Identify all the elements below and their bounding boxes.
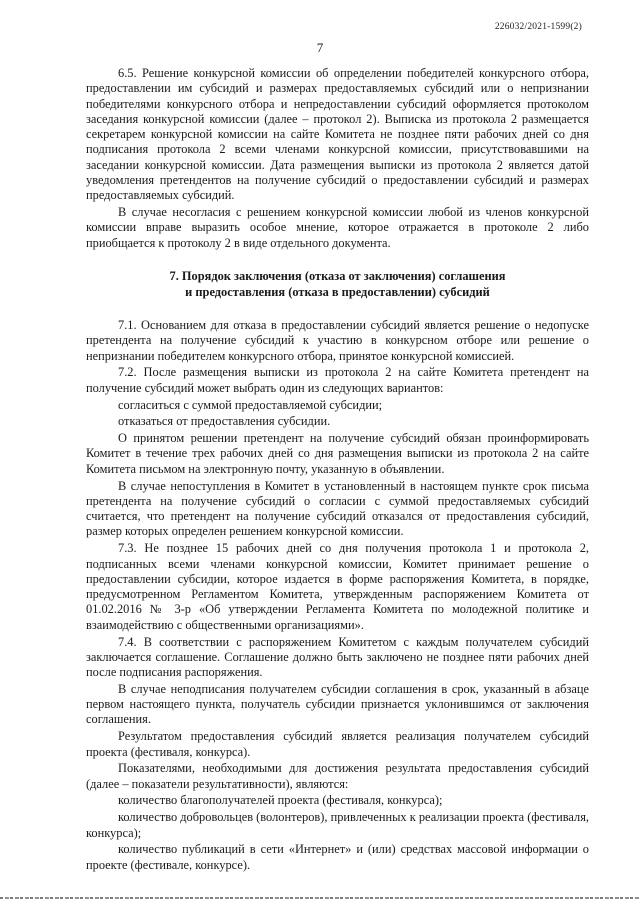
scan-bottom-edge <box>0 897 640 899</box>
indicator-publications: количество публикаций в сети «Интернет» и (или) средствах массовой информации о проекте (фестивале, конкурсе). <box>86 842 589 872</box>
paragraph-result: Результатом предоставления субсидий является реализация получателем субсидий проекта (фестиваля, конкурса). <box>86 729 589 759</box>
paragraph-7-1: 7.1. Основанием для отказа в предоставлении субсидий является решение о недопуске претендента на получение субсидий к участию в конкурсном отборе или решение о непризнании победителем конкурсного отбора, принятое конкурсной комиссией. <box>86 318 589 363</box>
section-7-heading-line2: и предоставления (отказа в предоставлении) субсидий <box>185 284 490 299</box>
paragraph-7-3: 7.3. Не позднее 15 рабочих дней со дня получения протокола 1 и протокола 2, подписанных всеми членами конкурсной комиссии, Комитет принимает решение о предоставлении субсидии, которое издается в форме распоряжения Комитета, в порядке, предусмотренном Регламентом Комитета, утвержденным распоряжением Комитета от 01.02.2016 № 3-р «Об утверждении Регламента Комитета по молодежной политике и взаимодействию с общественными организациями». <box>86 541 589 632</box>
paragraph-indicators: Показателями, необходимыми для достижения результата предоставления субсидий (далее – показатели результативности), являются: <box>86 761 589 791</box>
paragraph-7-2: 7.2. После размещения выписки из протокола 2 на сайте Комитета претендент на получение субсидий может выбрать один из следующих вариантов: <box>86 365 589 395</box>
paragraph-6-5: 6.5. Решение конкурсной комиссии об определении победителей конкурсного отбора, предоставлении им субсидий и размерах предоставляемых субсидий или о непризнании победителями конкурсного отбора и непредоставлении субсидий оформляется протоколом заседания конкурсной комиссии (далее – протокол 2). Выписка из протокола 2 размещается секретарем конкурсной комиссии на сайте Комитета не позднее пяти рабочих дней со дня подписания протокола 2 всеми членами конкурсной комиссии, присутствовавшими на заседании конкурсной комиссии. Дата размещения выписки из протокола 2 является датой уведомления претендентов на получение субсидий о предоставлении субсидий и размерах предоставляемых субсидий. <box>86 66 589 203</box>
paragraph-7-4: 7.4. В соответствии с распоряжением Комитетом с каждым получателем субсидий заключается соглашение. Соглашение должно быть заключено не позднее пяти рабочих дней после подписания распоряжения. <box>86 634 589 680</box>
section-7-heading <box>86 269 589 300</box>
paragraph-no-letter: В случае непоступления в Комитет в установленный в настоящем пункте срок письма претендента на получение субсидий о согласии с суммой предоставляемых субсидий считается, что претендент на получение субсидий отказался от предоставления субсидий, размер которых определен решением конкурсной комиссии. <box>86 478 589 539</box>
option-refuse: отказаться от предоставления субсидии. <box>118 414 331 429</box>
document-registration-number: 226032/2021-1599(2) <box>494 22 582 32</box>
section-7-heading-line1: 7. Порядок заключения (отказа от заключения) соглашения <box>169 269 506 284</box>
page-number: 7 <box>316 40 324 55</box>
paragraph-inform: О принятом решении претендент на получение субсидий обязан проинформировать Комитет в течение трех рабочих дней со дня размещения выписки из протокола 2 на сайте Комитета письмом на электронную почту, указанную в объявлении. <box>86 431 589 476</box>
paragraph-unsigned: В случае неподписания получателем субсидии соглашения в срок, указанный в абзаце первом настоящего пункта, получатель субсидии признается уклонившимся от заключения соглашения. <box>86 681 589 727</box>
indicator-beneficiaries: количество благополучателей проекта (фестиваля, конкурса); <box>118 793 443 808</box>
indicator-volunteers: количество добровольцев (волонтеров), привлеченных к реализации проекта (фестиваля, конкурса); <box>86 810 589 840</box>
option-agree: согласиться с суммой предоставляемой субсидии; <box>118 397 383 412</box>
document-body <box>86 66 589 874</box>
paragraph-dissent: В случае несогласия с решением конкурсной комиссии любой из членов конкурсной комиссии вправе выразить особое мнение, которое отражается в протоколе 2 либо приобщается к протоколу 2 в виде отдельного документа. <box>86 205 589 250</box>
